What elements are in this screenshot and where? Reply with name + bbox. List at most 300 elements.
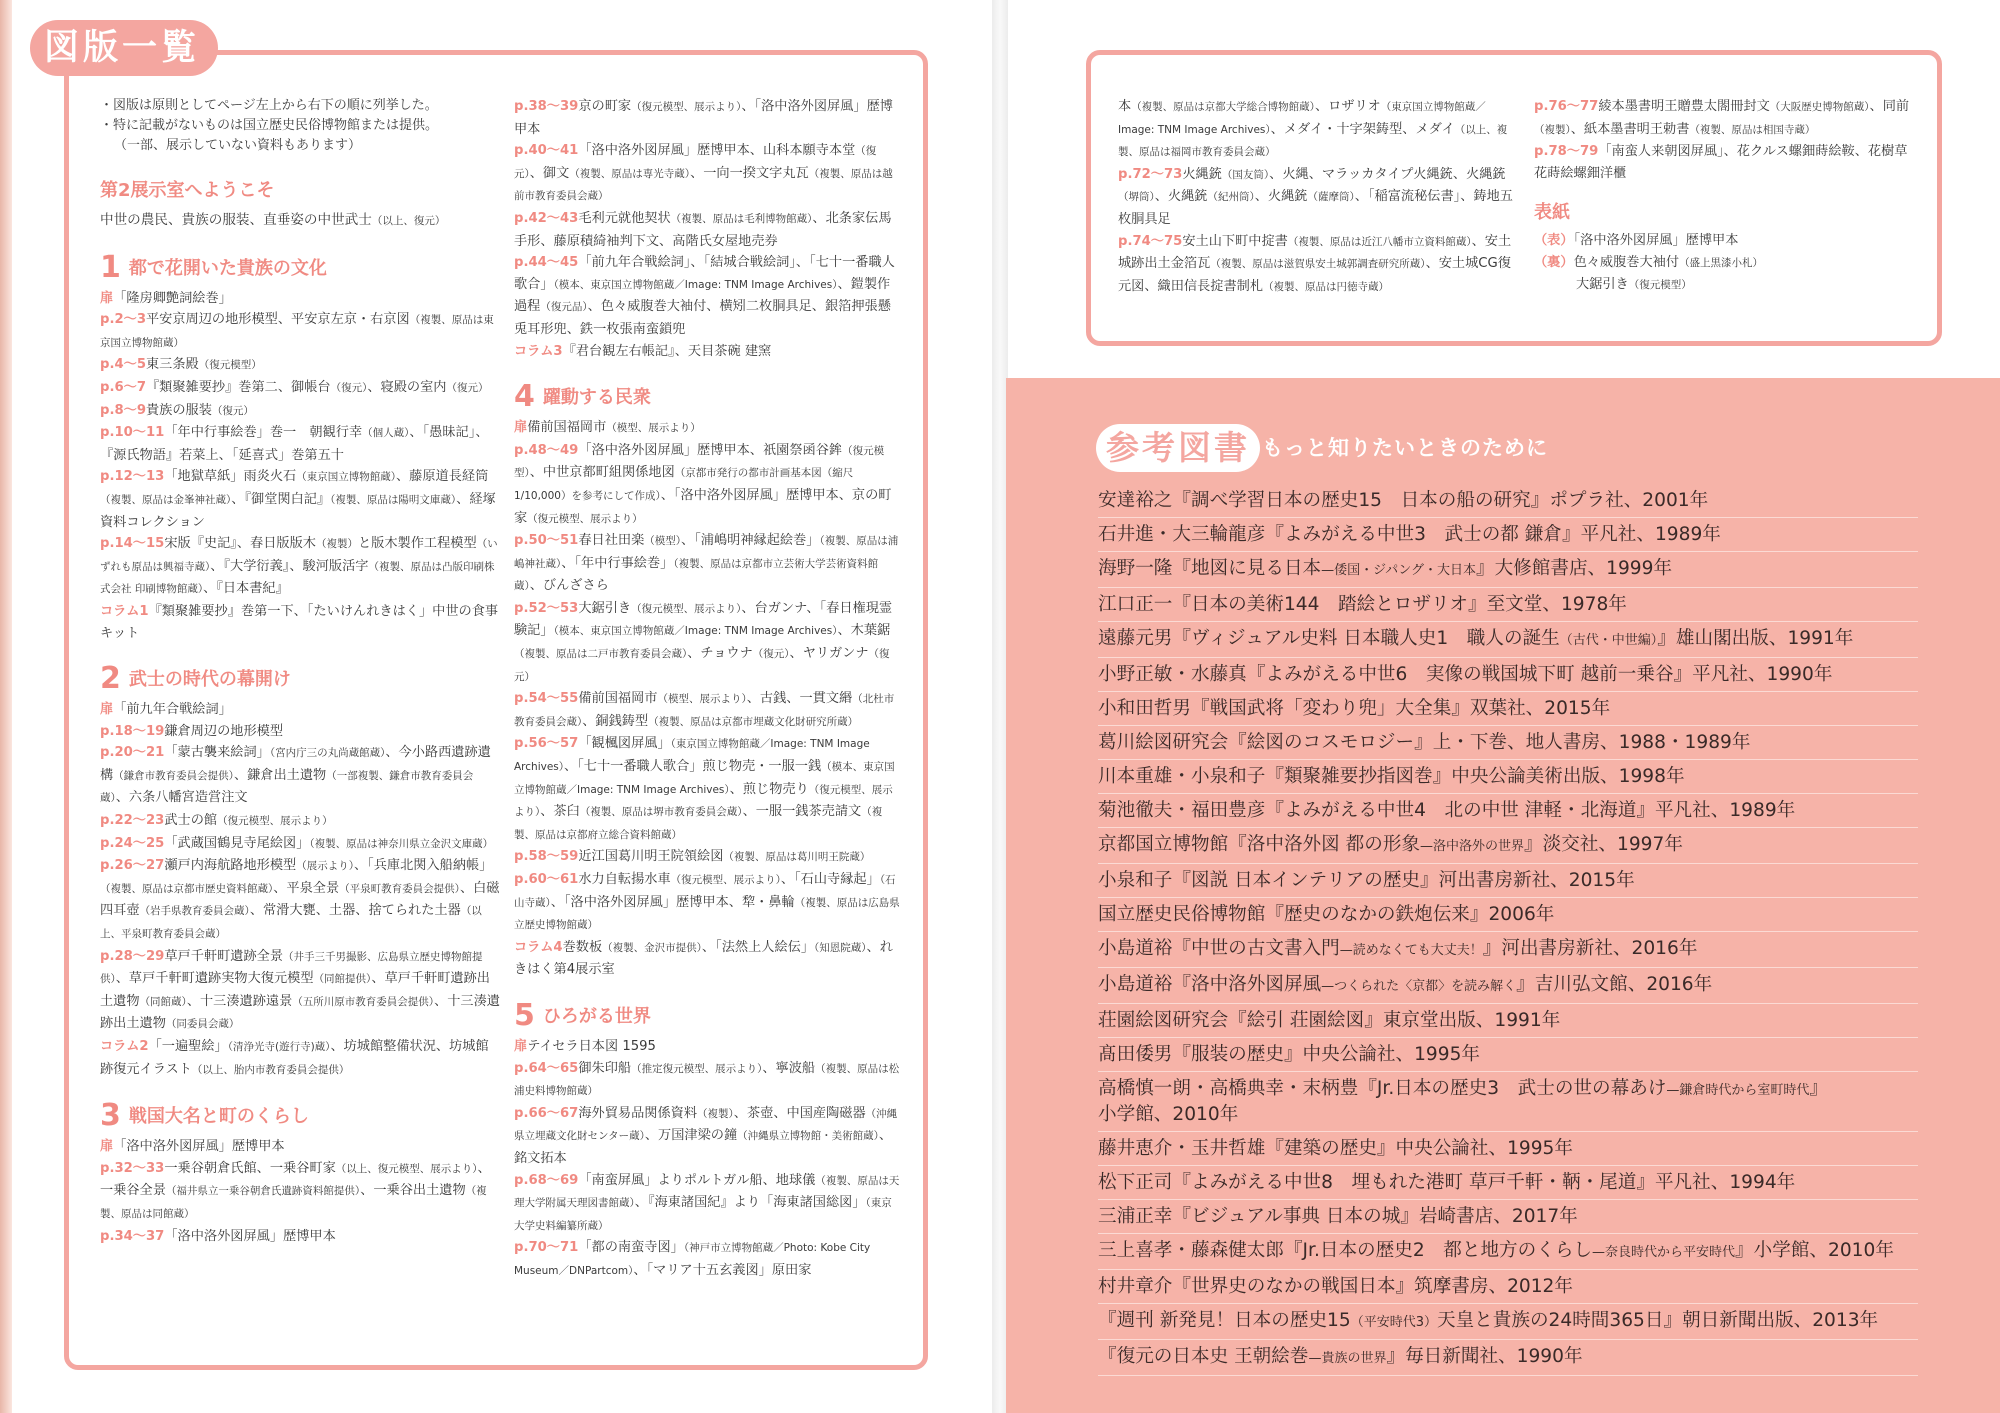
entry-text: 備前国福岡市 — [527, 420, 607, 436]
figure-entry — [514, 140, 900, 208]
entry-text: 、火縄銃 — [1154, 189, 1208, 205]
page-ref: p.24〜25 — [100, 835, 165, 851]
entry-text: 、「洛中洛外図屏風」歴博甲本 — [514, 99, 893, 137]
page-ref: p.58〜59 — [514, 849, 579, 865]
entry-text: 色々威腹巻大袖付 — [1573, 254, 1680, 270]
entry-note: （東京国立博物館蔵） — [296, 471, 396, 484]
entry-text: 、安土城跡出土金箔瓦 — [1118, 233, 1512, 272]
entry-text: 、れきはく第4展示室 — [514, 939, 893, 978]
entry-note: （復元模型、展示より） — [527, 512, 643, 525]
page-ref: p.72〜73 — [1118, 166, 1183, 182]
figure-entry — [100, 400, 500, 423]
figure-entries — [1118, 96, 1516, 298]
figure-entry — [514, 1058, 900, 1103]
figure-entry — [100, 1226, 500, 1248]
entry-note: （復元模型、展示より） — [514, 783, 893, 819]
entry-text: 、一服一銭茶売請文 — [742, 804, 862, 820]
entry-note: （複製、原品は天理大学附属天理図書館蔵） — [514, 1174, 900, 1210]
reference-item — [1098, 1004, 1918, 1038]
figure-entry — [100, 833, 500, 856]
section-heading: 表紙 — [1534, 202, 1570, 224]
entry-text: 、平泉全景 — [273, 880, 340, 896]
page-ref: p.76〜77 — [1534, 99, 1599, 114]
figure-list-column-3 — [1118, 96, 1516, 298]
reference-text: 川本重雄・小泉和子『類聚雑要抄指図巻』中央公論美術出版、1998年 — [1098, 766, 1685, 787]
figure-entry — [100, 810, 500, 833]
entry-text: 、草戸千軒町遺跡出土遺物 — [100, 971, 490, 1009]
figure-entry — [514, 688, 900, 733]
entry-text: 「南蛮屏風」よりポルトガル船、地球儀 — [578, 1172, 816, 1188]
entry-note: （複製、原品は凸版印刷株式会社 印刷博物館蔵） — [100, 560, 495, 596]
entry-text: と版木製作工程模型 — [358, 536, 477, 552]
entry-text: 近江国葛川明王院領絵図 — [578, 849, 724, 865]
entry-text: 、『海東諸国紀』より「海東諸国総図」 — [634, 1195, 866, 1211]
reference-text: 葛川絵図研究会『絵図のコスモロジー』上・下巻、地人書房、1988・1989年 — [1098, 732, 1751, 753]
page-ref: p.54〜55 — [514, 691, 579, 707]
entry-note: （沖縄県立博物館・美術館蔵） — [737, 1130, 879, 1143]
section-heading — [514, 379, 900, 415]
reference-item — [1098, 794, 1918, 828]
figure-entry — [514, 846, 900, 869]
reference-item — [1098, 968, 1918, 1004]
reference-text: 』雄山閣出版、1991年 — [1657, 628, 1854, 649]
reference-text: 小和田哲男『戦国武将「変わり兜」大全集』双葉社、2015年 — [1098, 698, 1611, 719]
entry-note: （複製、原品は近江八幡市立資料館蔵） — [1287, 235, 1472, 248]
entry-text: 、チョウナ — [687, 646, 753, 662]
entry-text: 「洛中洛外図屏風」歴博甲本 — [113, 1139, 285, 1155]
reference-item — [1098, 1234, 1918, 1270]
figure-entry — [514, 1103, 900, 1170]
reference-item — [1098, 622, 1918, 658]
reference-text: 藤井恵介・玉井哲雄『建築の歴史』中央公論社、1995年 — [1098, 1138, 1573, 1159]
entry-note: （複製、原品は京都府立総合資料館蔵） — [514, 806, 883, 841]
reference-item — [1098, 1166, 1918, 1200]
reference-text: 『週刊 新発見！日本の歴史15 — [1098, 1310, 1351, 1331]
entry-text: 、「浦嶋明神縁起絵巻」 — [681, 533, 820, 549]
figure-entry — [100, 742, 500, 810]
figure-entry — [100, 309, 500, 354]
entry-note: （東京国立博物館蔵／Image: TNM Image Archives） — [514, 738, 870, 774]
entry-note: （複製、原品は金峯神社蔵） — [100, 493, 232, 506]
page-ref: p.66〜67 — [514, 1105, 579, 1121]
reference-text: 遠藤元男『ヴィジュアル史料 日本職人史1 職人の誕生 — [1098, 628, 1560, 649]
figure-entry — [514, 598, 900, 688]
figure-entry — [1118, 164, 1516, 231]
entry-text: 、「洛中洛外図屏風」歴博甲本、犂・鼻輪 — [550, 894, 795, 910]
entry-note: （石山寺蔵） — [514, 874, 896, 909]
entry-note: （知恩院蔵） — [814, 941, 867, 954]
entry-text: 大鋸引き — [578, 600, 632, 616]
entry-note: （複製、原品は相国寺蔵） — [1689, 123, 1816, 136]
entry-text: 「蒙古襲来絵詞」 — [164, 745, 270, 761]
reference-subtitle: （古代・中世編） — [1559, 633, 1658, 648]
entry-text: 、一向一揆文字丸瓦 — [690, 165, 809, 181]
reference-text: 三浦正幸『ビジュアル事典 日本の城』岩崎書店、2017年 — [1098, 1206, 1578, 1227]
reference-item — [1098, 1270, 1918, 1304]
entry-text: 、台ガンナ、「春日権現霊験記」 — [514, 600, 893, 639]
entry-note: （模型） — [644, 535, 682, 548]
page-ref: p.10〜11 — [100, 425, 165, 441]
figure-entry — [100, 946, 500, 1036]
entry-text: 「南蛮人来朝図屏風」、花クルス螺鈿蒔絵鞍、花樹草花蒔絵螺鈿洋櫃 — [1534, 144, 1908, 181]
figure-entries — [100, 178, 500, 1247]
entry-note: （以上、複製、原品は福岡市教育委員会蔵） — [1118, 123, 1508, 159]
page-ref: p.34〜37 — [100, 1228, 165, 1244]
figure-entry — [1534, 230, 1916, 252]
entry-note: （複製、原品は松浦史料博物館蔵） — [514, 1062, 900, 1098]
reference-text: 』吉川弘文館、2016年 — [1516, 974, 1713, 995]
page-ref: コラム3 — [514, 343, 563, 359]
entry-note: （以上、胎内市教育委員会提供） — [191, 1063, 350, 1076]
entry-note: （以上、復元模型、展示より） — [335, 1162, 478, 1175]
entry-text: 「都の南蛮寺図」 — [578, 1240, 684, 1256]
page-ref: p.18〜19 — [100, 723, 165, 739]
entry-note: （紀州筒） — [1207, 191, 1255, 204]
page-ref: p.68〜69 — [514, 1172, 579, 1188]
entry-note: （復元模型、展示より） — [631, 101, 742, 113]
figure-entry — [514, 208, 900, 252]
reference-item — [1098, 864, 1918, 898]
entry-note: （復元模型） — [1628, 279, 1692, 292]
reference-text: 海野一隆『地図に見る日本 — [1098, 558, 1322, 579]
entry-note: （薩摩筒） — [1307, 191, 1355, 204]
section-number: 1 — [100, 249, 121, 285]
figure-entry — [514, 252, 900, 340]
entry-text: 、経塚資料コレクション — [100, 491, 496, 530]
page-ref: 扉 — [100, 1139, 114, 1155]
page-ref: p.12〜13 — [100, 469, 165, 485]
page-ref: p.52〜53 — [514, 600, 579, 616]
intro-note: ・図版は原則としてページ左上から右下の順に列挙した。 — [100, 98, 438, 113]
section-title: ひろがる世界 — [542, 1005, 651, 1027]
page-ref: p.74〜75 — [1118, 233, 1183, 249]
figure-entry — [100, 1136, 500, 1158]
figure-entry — [514, 1036, 900, 1058]
figure-entry — [514, 1237, 900, 1282]
reference-subtitle: —読めなくても大丈夫！ — [1339, 943, 1483, 958]
figure-entry — [1534, 274, 1916, 297]
entry-text: 、銘文拓本 — [514, 1128, 893, 1166]
entry-note: （複製、原品は二戸市教育委員会蔵） — [514, 648, 688, 661]
entry-text: 、「石山寺縁起」 — [780, 872, 880, 887]
page-ref: 扉 — [100, 702, 114, 718]
page-ref: p.2〜3 — [100, 312, 146, 328]
intro-note: （一部、展示していない資料もあります） — [114, 138, 362, 153]
entry-note: （以上、平泉町教育委員会蔵） — [100, 905, 482, 941]
entry-text: 、六条八幡宮造営注文 — [115, 790, 248, 806]
figure-entry — [514, 733, 900, 846]
figure-entry — [1118, 231, 1516, 299]
page-ref: p.70〜71 — [514, 1240, 579, 1256]
entry-note: （復元模型、展示より） — [631, 602, 742, 615]
figure-entry — [100, 855, 500, 945]
entry-note: （複製、原品は京都大学総合博物館蔵） — [1131, 101, 1315, 113]
entry-text: 、火縄銃 — [1254, 189, 1308, 205]
entry-text: 、銅銭鋳型 — [582, 713, 649, 729]
entry-note: （復元模型、展示より） — [217, 815, 333, 828]
reference-text: 安達裕之『調べ学習日本の歴史15 日本の船の研究』ポプラ社、2001年 — [1098, 490, 1709, 511]
figure-list-column-4 — [1534, 96, 1916, 297]
reference-item — [1098, 898, 1918, 932]
entry-note: （複製、原品は堺市教育委員会蔵） — [579, 806, 743, 819]
figure-entry — [100, 699, 500, 721]
entry-text: 、万国津梁の鐘 — [644, 1128, 738, 1144]
entry-note: （模型、展示より） — [606, 422, 701, 435]
intro-note: ・特に記載がないものは国立歴史民俗博物館または提供。 — [100, 118, 439, 133]
entry-text: 、「兵庫北関入船納帳」 — [353, 858, 493, 874]
entry-note: （複製、原品は広島県立歴史博物館蔵） — [514, 896, 900, 932]
entry-note: （盛上黒漆小札） — [1679, 256, 1764, 269]
entry-note: （複製、原品は毛利博物館蔵） — [670, 212, 813, 225]
references-title: 参考図書 — [1096, 424, 1260, 472]
reference-text: 小野正敏・水藤真『よみがえる中世6 実像の戦国城下町 越前一乗谷』平凡社、1990年 — [1098, 664, 1833, 685]
page-ref: p.8〜9 — [100, 402, 146, 418]
entry-note: （複製） — [697, 1107, 734, 1120]
entry-note: （以上、復元） — [371, 215, 446, 227]
intro-notes — [100, 96, 500, 156]
reference-item — [1098, 518, 1918, 552]
entry-note: （復元模型） — [198, 359, 262, 372]
figure-entry — [100, 354, 500, 377]
figure-entry — [1534, 252, 1916, 275]
page-ref: コラム1 — [100, 603, 149, 619]
entry-text: 、「法然上人絵伝」 — [701, 939, 815, 955]
entry-note: （復元） — [446, 381, 489, 394]
figure-entry — [514, 1170, 900, 1238]
entry-text: 、寧波船 — [762, 1060, 816, 1076]
page-ref: （裏） — [1534, 254, 1574, 270]
reference-text: 』 — [1809, 1078, 1829, 1099]
entry-text: 、ロザリオ — [1314, 99, 1381, 114]
entry-note: （五所川原市教育委員会提供） — [292, 995, 435, 1008]
reference-item — [1098, 1340, 1918, 1376]
entry-text: 毛利元就他契状 — [578, 210, 671, 226]
entry-note: （同館提供） — [313, 973, 372, 986]
page-ref: p.4〜5 — [100, 357, 146, 373]
reference-text: 松下正司『よみがえる中世8 埋もれた港町 草戸千軒・鞆・尾道』平凡社、1994年 — [1098, 1172, 1796, 1193]
section-number: 3 — [100, 1098, 121, 1134]
figure-entry — [100, 1158, 500, 1226]
entry-text: 、紙本墨書明王勅書 — [1570, 121, 1690, 137]
entry-text: 春日社田楽 — [578, 533, 645, 549]
reference-text: 』小学館、2010年 — [1735, 1240, 1894, 1261]
figure-entry — [514, 530, 900, 598]
entry-note: （模本、東京国立博物館蔵／Image: TNM Image Archives） — [553, 625, 838, 638]
figure-entry — [100, 288, 500, 310]
page-ref: p.78〜79 — [1534, 144, 1599, 160]
entry-note: （復元） — [330, 381, 368, 394]
reference-text: 荘園絵図研究会『絵引 荘園絵図』東京堂出版、1991年 — [1098, 1010, 1561, 1031]
figure-entry — [100, 377, 500, 400]
reference-text: 石井進・大三輪龍彦『よみがえる中世3 武士の都 鎌倉』平凡社、1989年 — [1098, 524, 1721, 545]
figure-list-column-1 — [100, 96, 500, 1247]
reference-subtitle: —貴族の世界 — [1308, 1351, 1387, 1366]
entry-text: 一乗谷朝倉氏館、一乗谷町家 — [164, 1160, 336, 1176]
page-ref: p.20〜21 — [100, 745, 165, 761]
page-ref: p.40〜41 — [514, 143, 579, 159]
reference-text: 小島道裕『中世の古文書入門 — [1098, 938, 1340, 959]
entry-text: 「洛中洛外図屏風」歴博甲本、祇園祭函谷鉾 — [578, 442, 843, 458]
figure-entry — [100, 422, 500, 466]
entry-text: 、火縄、マラッカタイプ火縄銃、火縄銃 — [1269, 166, 1506, 182]
entry-note: （復元品） — [540, 301, 588, 314]
entry-text: 、一乗谷出土遺物 — [360, 1183, 466, 1199]
entry-text: 、木葉鋸 — [837, 623, 891, 639]
entry-note: （複製、原品は京都市立芸術大学芸術資料館蔵） — [514, 557, 879, 593]
entry-text: 「前九年合戦絵詞」、「結城合戦絵詞」、「七十一番職人歌合」 — [514, 255, 895, 292]
entry-note: （大阪歴史博物館蔵） — [1769, 101, 1870, 113]
entry-note: （復元模型、展示より） — [670, 874, 781, 886]
entry-note: （推定復元模型、展示より） — [631, 1062, 763, 1075]
figure-entry — [514, 341, 900, 363]
page-ref: p.56〜57 — [514, 736, 579, 752]
entry-text: 『類聚雑要抄』巻第二、御帳台 — [146, 379, 331, 395]
entry-text: 「洛中洛外図屏風」歴博甲本 — [1573, 232, 1739, 248]
entry-text: 本 — [1118, 99, 1132, 114]
entry-text: 、茶臼 — [540, 804, 580, 820]
entry-text: 「地獄草紙」雨炎火石 — [164, 469, 297, 485]
reference-subtitle: —つくられた〈京都〉を読み解く — [1321, 979, 1517, 994]
entry-note: （複製、金沢市提供） — [602, 941, 702, 954]
figure-entries — [514, 96, 900, 1283]
figure-entry — [1118, 96, 1516, 164]
entry-text: 、ヤリガンナ — [789, 646, 869, 662]
entry-note: （個人蔵） — [362, 427, 410, 440]
entry-note: （模本、東京国立博物館蔵／Image: TNM Image Archives） — [514, 761, 895, 796]
entry-note: （複製、原品は円徳寺蔵） — [1263, 280, 1390, 293]
page-ref: p.60〜61 — [514, 872, 579, 887]
entry-note: （東京大学史料編纂所蔵） — [514, 1197, 892, 1232]
page-ref: 扉 — [514, 420, 528, 436]
entry-text: 、御文 — [529, 165, 570, 181]
entry-text: 貴族の服装 — [146, 402, 212, 418]
entry-note: （複製、原品は京都市歴史資料館蔵） — [100, 882, 274, 895]
entry-note: （鎌倉市教育委員会提供） — [113, 769, 234, 782]
entry-note: （井手三千男撮影、広島県立歴史博物館提供） — [100, 950, 483, 986]
entry-text: 東三条殿 — [146, 357, 199, 373]
entry-text: 、メダイ・十字架鋳型、メダイ — [1270, 121, 1455, 137]
entry-text: 、「愚昧記」、『源氏物語』若菜上、「延喜式」巻第五十 — [100, 425, 489, 463]
entry-note: （展示より） — [296, 860, 354, 873]
figure-entry — [514, 937, 900, 981]
entry-text: テイセラ日本図 1595 — [527, 1038, 656, 1054]
entry-text: 、安土城CG復元図、織田信長掟書制札 — [1118, 256, 1511, 294]
section-heading: 第2展示室へようこそ — [100, 180, 275, 201]
figure-entry — [100, 533, 500, 601]
reference-item — [1098, 1132, 1918, 1166]
entry-text: 平安京周辺の地形模型、平安京左京・右京図 — [146, 312, 410, 328]
figure-entry — [1534, 96, 1916, 141]
reference-text: 天皇と貴族の24時間365日』朝日新聞出版、2013年 — [1436, 1310, 1879, 1331]
section-title: 躍動する民衆 — [542, 387, 651, 409]
reference-subtitle: —倭国・ジパング・大日本 — [1321, 563, 1476, 578]
reference-text: 京都国立博物館『洛中洛外図 都の形象 — [1098, 834, 1421, 855]
entry-text: 、藤原道長経筒 — [395, 469, 489, 485]
entry-text: 、「マリア十五玄義図」原田家 — [633, 1262, 812, 1278]
page-ref: p.38〜39 — [514, 99, 579, 114]
entry-note: （神戸市立博物館蔵／Photo: Kobe City Museum／DNPartcom） — [514, 1242, 871, 1277]
section-title: 武士の時代の幕開け — [128, 669, 291, 691]
page-ref: 扉 — [514, 1038, 528, 1054]
entry-text: 、「七十一番職人歌合」煎じ物売・一服一銭 — [564, 759, 822, 775]
reference-subtitle: —鎌倉時代から室町時代 — [1666, 1083, 1810, 1098]
reference-item — [1098, 932, 1918, 968]
figure-entry — [100, 210, 500, 233]
entry-note: （複製、原品は浦嶋神社蔵） — [514, 535, 899, 570]
reference-text: 』毎日新聞社、1990年 — [1386, 1346, 1583, 1367]
entry-note: （複製） — [316, 538, 358, 551]
entry-note: （一部複製、鎌倉市教育委員会蔵） — [100, 769, 474, 805]
references-subtitle: もっと知りたいときのために — [1262, 436, 1548, 460]
entry-text: 、今小路西遺跡遺構 — [100, 745, 491, 783]
entry-text: 、色々威腹巻大袖付、横矧二枚胴具足、銀箔押張懸兎耳形兜、鉄一枚張南蛮鎖兜 — [514, 299, 891, 337]
entry-note: （複製、原品は同館蔵） — [100, 1185, 487, 1220]
entry-text: 海外貿易品関係資料 — [578, 1105, 698, 1121]
entry-text: 御朱印船 — [578, 1060, 632, 1076]
section-title: 戦国大名と町のくらし — [128, 1106, 309, 1128]
page-ref: コラム4 — [514, 939, 563, 955]
entry-text: 、古銭、一貫文緡 — [746, 691, 853, 707]
entry-note: （復元） — [514, 145, 877, 180]
entry-text: 「武蔵国鶴見寺尾絵図」 — [164, 835, 310, 851]
entry-text: 鎌倉周辺の地形模型 — [164, 723, 284, 739]
reference-text: 』大修館書店、1999年 — [1475, 558, 1673, 579]
entry-text: 『君台観左右帳記』、天目茶碗 建窯 — [562, 343, 772, 359]
entry-note: （模本、東京国立博物館蔵／Image: TNM Image Archives） — [553, 278, 838, 291]
page-ref: p.26〜27 — [100, 858, 165, 874]
figure-list-column-2 — [514, 96, 900, 1283]
reference-item — [1098, 726, 1918, 760]
entry-note: （複製、原品は京都市埋蔵文化財研究所蔵） — [648, 715, 859, 728]
entry-note: （東京国立博物館蔵／Image: TNM Image Archives） — [1118, 101, 1486, 136]
figure-entry — [1534, 141, 1916, 184]
reference-item — [1098, 552, 1918, 588]
entry-note: （宮内庁三の丸尚蔵館蔵） — [269, 747, 386, 760]
reference-item — [1098, 692, 1918, 726]
reference-item — [1098, 588, 1918, 622]
entry-text: 瀬戸内海航路地形模型 — [164, 858, 297, 874]
reference-item — [1098, 1072, 1918, 1132]
reference-item — [1098, 828, 1918, 864]
entry-text: 、煎じ物売り — [729, 781, 809, 797]
entry-note: （複製、原品は陽明文庫蔵） — [330, 493, 457, 506]
entry-note: （複製、原品は葛川明王院蔵） — [723, 851, 871, 864]
entry-text: 、同前 — [1869, 99, 1910, 114]
figure-entry — [514, 440, 900, 530]
reference-text: 小学館、2010年 — [1098, 1104, 1239, 1125]
figure-entry — [514, 869, 900, 937]
entry-note: （北杜市教育委員会蔵） — [514, 693, 895, 728]
entry-note: （複製、原品は専光寺蔵） — [569, 167, 691, 180]
entry-text: 火縄銃 — [1182, 166, 1222, 182]
entry-text: 、びんざさら — [529, 578, 609, 594]
page-ref: コラム2 — [100, 1039, 149, 1054]
figure-entries — [1534, 96, 1916, 297]
reference-item — [1098, 1038, 1918, 1072]
entry-note: （清浄光寺(遊行寺)蔵） — [227, 1041, 331, 1053]
entry-text: 、草戸千軒町遺跡実物大復元模型 — [115, 971, 314, 987]
reference-item — [1098, 1200, 1918, 1234]
entry-text: 、中世京都町組関係地図 — [529, 465, 675, 481]
entry-note: （いずれも原品は興福寺蔵） — [100, 538, 498, 573]
page-ref: p.50〜51 — [514, 533, 579, 549]
entry-text: 水力自転揚水車 — [578, 872, 671, 887]
reference-text: 高橋慎一朗・高橋典幸・末柄豊『Jr.日本の歴史3 武士の世の幕あけ — [1098, 1078, 1667, 1099]
reference-text: 村井章介『世界史のなかの戦国日本』筑摩書房、2012年 — [1098, 1276, 1573, 1297]
entry-text: 「洛中洛外図屏風」歴博甲本 — [164, 1228, 336, 1244]
reference-item — [1098, 760, 1918, 794]
section-heading — [100, 661, 500, 697]
